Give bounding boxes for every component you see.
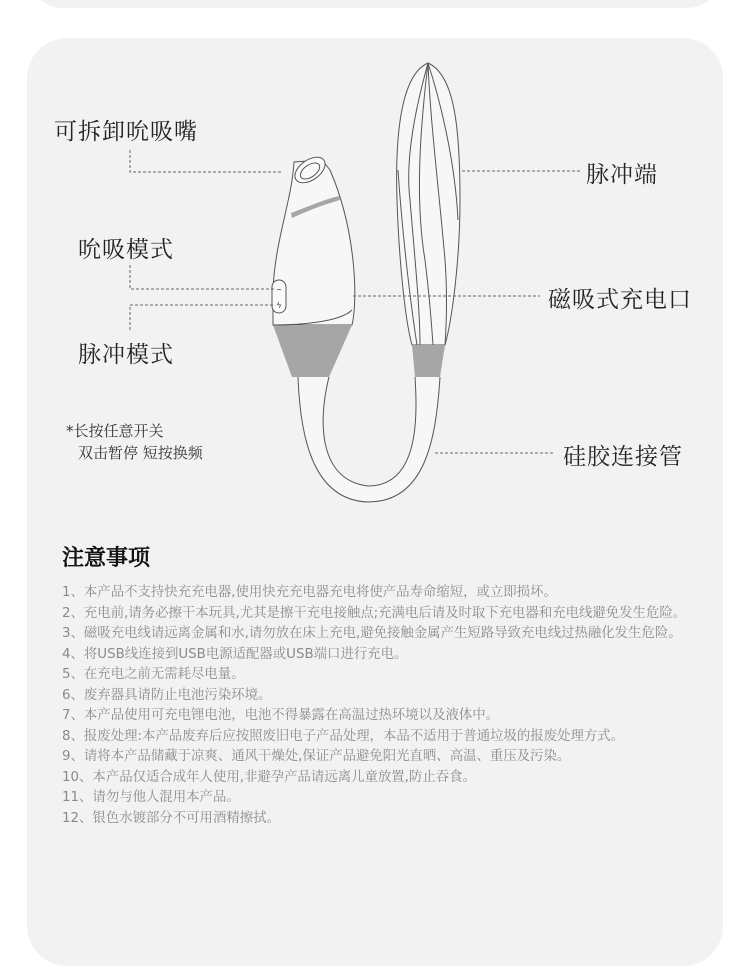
note-item: 9、请将本产品储藏于凉爽、通风干燥处,保证产品避免阳光直晒、高温、重压及污染。: [62, 749, 571, 764]
svg-text:ϟ: ϟ: [276, 301, 282, 310]
note-item: 3、磁吸充电线请远离金属和水,请勿放在床上充电,避免接触金属产生短路导致充电线过热融化发生危险。: [62, 626, 682, 641]
label-removable-suction-head: 可拆卸吮吸嘴: [54, 119, 198, 145]
notes-title: 注意事项: [62, 546, 151, 571]
pulse-end-shape: [397, 63, 460, 345]
leader-suction-mode: [130, 265, 274, 289]
label-silicone-tube: 硅胶连接管: [563, 444, 683, 470]
note-item: 6、废弃器具请防止电池污染环境。: [62, 687, 272, 703]
label-magnetic-charging-port: 磁吸式充电口: [548, 287, 692, 313]
note-item: 11、请勿与他人混用本产品。: [62, 790, 240, 805]
label-pulse-mode: 脉冲模式: [78, 342, 174, 368]
note-item: 7、本产品使用可充电锂电池，电池不得暴露在高温过热环境以及液体中。: [62, 708, 500, 723]
note-item: 12、银色水镀部分不可用酒精擦拭。: [62, 810, 280, 826]
notes-list: [62, 583, 702, 829]
note-item: 2、充电前,请务必擦干本玩具,尤其是擦干充电接触点;充满电后请及时取下充电器和充电线避免发生危险。: [62, 605, 687, 621]
note-item: 8、报废处理:本产品废弃后应按照废旧电子产品处理，本品不适用于普通垃圾的报废处理方式。: [62, 728, 625, 744]
note-item: 4、将USB线连接到USB电源适配器或USB端口进行充电。: [62, 646, 408, 662]
note-item: 1、本产品不支持快充充电器,使用快充充电器充电将使产品寿命缩短，或立即损坏。: [62, 585, 557, 600]
hint-line-2: 双击暂停 短按换频: [78, 444, 203, 462]
leader-suction-head: [130, 150, 283, 172]
svg-text:~: ~: [276, 286, 282, 294]
leader-pulse-mode: [130, 305, 274, 330]
note-item: 5、在充电之前无需耗尽电量。: [62, 667, 245, 682]
label-suction-mode: 吮吸模式: [78, 237, 174, 263]
label-pulse-end: 脉冲端: [586, 162, 658, 188]
note-item: 10、本产品仅适合成年人使用,非避孕产品请远离儿童放置,防止吞食。: [62, 769, 476, 785]
hint-line-1: *长按任意开关: [66, 422, 164, 440]
